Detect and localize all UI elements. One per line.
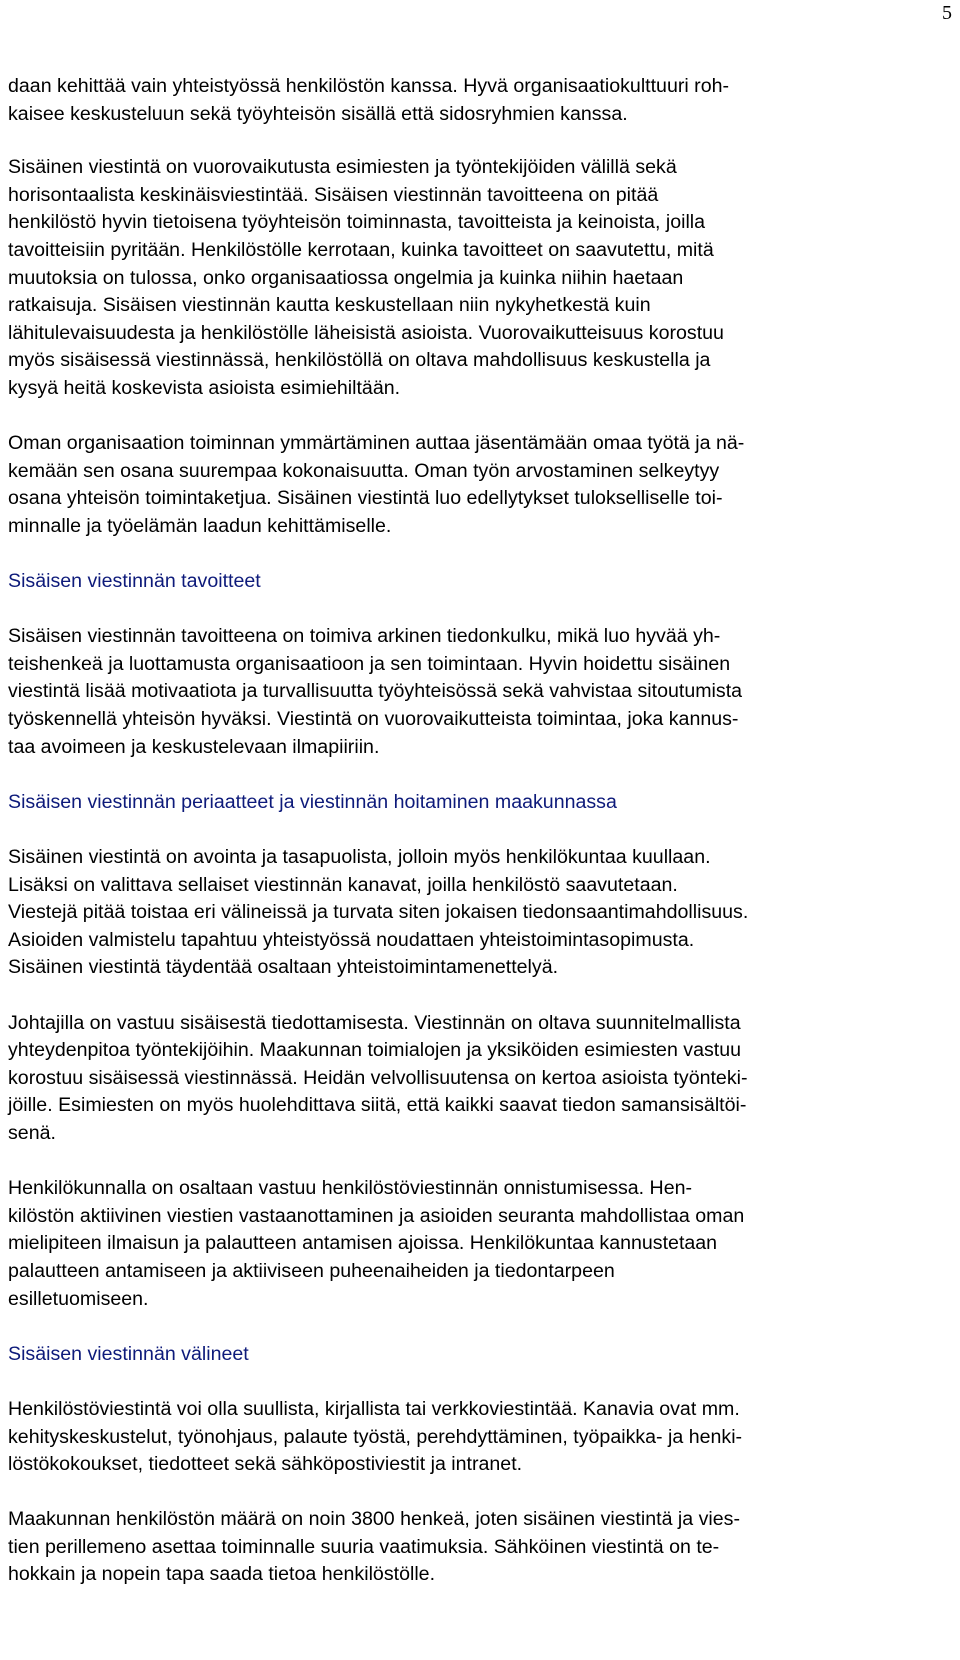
- text-line: viestintä lisää motivaatiota ja turvallisuutta työyhteisössä sekä vahvistaa sitoutumista: [8, 680, 743, 703]
- text-line: Lisäksi on valittava sellaiset viestinnän kanavat, joilla henkilöstö saavutetaan.: [8, 873, 678, 896]
- text-line: horisontaalista keskinäisviestintää. Sisäisen viestinnän tavoitteena on pitää: [8, 183, 659, 206]
- text-line: minnalle ja työelämän laadun kehittämiselle.: [8, 514, 392, 537]
- text-line: Sisäisen viestinnän tavoitteena on toimiva arkinen tiedonkulku, mikä luo hyvää yh-: [8, 625, 721, 648]
- text-line: Henkilöstöviestintä voi olla suullista, kirjallista tai verkkoviestintää. Kanavia ovat mm.: [8, 1397, 740, 1420]
- text-line: taa avoimeen ja keskustelevaan ilmapiiriin.: [8, 735, 380, 758]
- text-line: lähitulevaisuudesta ja henkilöstölle läheisistä asioista. Vuorovaikutteisuus korostuu: [8, 321, 724, 344]
- text-line: muutoksia on tulossa, onko organisaatiossa ongelmia ja kuinka niihin haetaan: [8, 266, 684, 289]
- text-line: myös sisäisessä viestinnässä, henkilöstöllä on oltava mahdollisuus keskustella ja: [8, 349, 711, 372]
- text-line: Viestejä pitää toistaa eri välineissä ja turvata siten jokaisen tiedonsaantimahdollisuus.: [8, 901, 749, 924]
- text-line: yhteydenpitoa työntekijöihin. Maakunnan toimialojen ja yksiköiden esimiesten vastuu: [8, 1039, 742, 1062]
- text-line: jöille. Esimiesten on myös huolehdittava siitä, että kaikki saavat tiedon samansisältöi-: [8, 1094, 747, 1117]
- text-line: kemään sen osana suurempaa kokonaisuutta. Oman työn arvostaminen selkeytyy: [8, 459, 720, 482]
- page-number: 5: [942, 2, 952, 24]
- text-line: kysyä heitä koskevista asioista esimiehiltään.: [8, 376, 401, 399]
- text-line: Oman organisaation toiminnan ymmärtäminen auttaa jäsentämään omaa työtä ja nä-: [8, 432, 745, 455]
- text-line: hokkain ja nopein tapa saada tietoa henkilöstölle.: [8, 1563, 436, 1586]
- paragraph: [8, 154, 956, 402]
- text-line: tavoitteisiin pyritään. Henkilöstölle kerrotaan, kuinka tavoitteet on saavutettu, mitä: [8, 238, 714, 261]
- text-line: kilöstön aktiivinen viestien vastaanottaminen ja asioiden seuranta mahdollistaa oman: [8, 1204, 745, 1227]
- section-heading: Sisäisen viestinnän tavoitteet: [8, 570, 261, 593]
- text-line: Johtajilla on vastuu sisäisestä tiedottamisesta. Viestinnän on oltava suunnitelmallista: [8, 1011, 741, 1034]
- text-line: Henkilökunnalla on osaltaan vastuu henkilöstöviestinnän onnistumisessa. Hen-: [8, 1177, 693, 1200]
- text-line: Maakunnan henkilöstön määrä on noin 3800 henkeä, joten sisäinen viestintä ja vies-: [8, 1508, 740, 1531]
- text-line: tien perillemeno asettaa toiminnalle suuria vaatimuksia. Sähköinen viestintä on te-: [8, 1535, 720, 1558]
- text-line: kaisee keskusteluun sekä työyhteisön sisällä että sidosryhmien kanssa.: [8, 102, 628, 125]
- text-line: daan kehittää vain yhteistyössä henkilöstön kanssa. Hyvä organisaatiokulttuuri roh-: [8, 75, 730, 97]
- text-line: henkilöstö hyvin tietoisena työyhteisön toiminnasta, tavoitteista ja keinoista, joilla: [8, 211, 706, 234]
- text-line: teishenkeä ja luottamusta organisaatioon ja sen toimintaan. Hyvin hoidettu sisäinen: [8, 652, 731, 675]
- text-line: Sisäinen viestintä täydentää osaltaan yhteistoimintamenettelyä.: [8, 956, 559, 979]
- section-heading: Sisäisen viestinnän periaatteet ja viestinnän hoitaminen maakunnassa: [8, 790, 617, 813]
- paragraph: [8, 73, 956, 128]
- text-line: senä.: [8, 1121, 56, 1144]
- text-line: ratkaisuja. Sisäisen viestinnän kautta keskustellaan niin nykyhetkestä kuin: [8, 294, 651, 317]
- paragraph: [8, 1010, 956, 1148]
- paragraph: [8, 1175, 956, 1313]
- paragraph: [8, 844, 956, 982]
- text-line: Asioiden valmistelu tapahtuu yhteistyössä noudattaen yhteistoimintasopimusta.: [8, 928, 695, 951]
- document-body: [8, 73, 956, 1617]
- text-line: löstökokoukset, tiedotteet sekä sähköpostiviestit ja intranet.: [8, 1453, 523, 1476]
- text-line: mielipiteen ilmaisun ja palautteen antamisen ajoissa. Henkilökuntaa kannustetaan: [8, 1232, 718, 1255]
- text-line: työskennellä yhteisön hyväksi. Viestintä on vuorovaikutteista toimintaa, joka kannus-: [8, 708, 739, 731]
- paragraph: [8, 1506, 956, 1589]
- text-line: esilletuomiseen.: [8, 1287, 149, 1310]
- text-line: korostuu sisäisessä viestinnässä. Heidän velvollisuutensa on kertoa asioista työnteki-: [8, 1066, 748, 1089]
- text-line: osana yhteisön toimintaketjua. Sisäinen viestintä luo edellytykset tulokselliselle toi-: [8, 487, 723, 510]
- section-heading: Sisäisen viestinnän välineet: [8, 1342, 249, 1365]
- text-line: kehityskeskustelut, työnohjaus, palaute työstä, perehdyttäminen, työpaikka- ja henki-: [8, 1425, 743, 1448]
- text-line: palautteen antamiseen ja aktiiviseen puheenaiheiden ja tiedontarpeen: [8, 1259, 615, 1282]
- paragraph: [8, 1396, 956, 1479]
- paragraph: [8, 623, 956, 761]
- text-line: Sisäinen viestintä on avointa ja tasapuolista, jolloin myös henkilökuntaa kuullaan.: [8, 846, 711, 869]
- paragraph: [8, 430, 956, 540]
- text-line: Sisäinen viestintä on vuorovaikutusta esimiesten ja työntekijöiden välillä sekä: [8, 156, 677, 179]
